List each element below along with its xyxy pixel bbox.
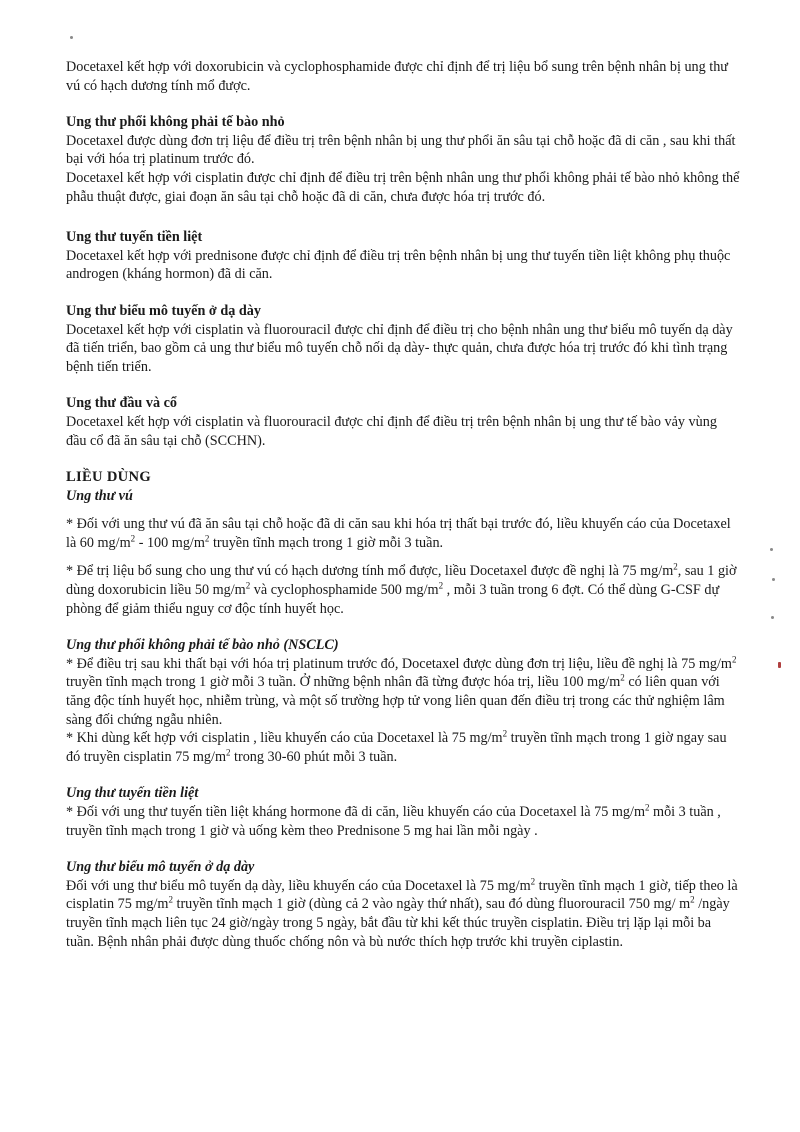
dosage-heading-breast: Ung thư vú xyxy=(66,487,133,504)
dosage-nsclc-bullet-1: * Để điều trị sau khi thất bại với hóa trị platinum trước đó, Docetaxel được dùng đơn trị liệu, liều đề nghị là 75 $mg/m^2$ truyền tĩnh mạch trong 1 giờ mỗi 3 tuần. Ở những bệnh nhân đã từng được hóa trị, liều 100 $mg/m^2$ có liên quan với tăng độc tính huyết học, nhiễm trùng, và một số trường hợp tử vong liên quan đến điều trị trong các thử nghiệm lâm sàng đối chứng ngẫu nhiên. xyxy=(66,654,737,728)
head-neck-paragraph: Docetaxel kết hợp với cisplatin và fluorouracil được chỉ định để điều trị trên bệnh nhân bị ung thư tế bào vảy vùng đầu cổ đã ăn sâu tại chỗ (SCCHN). xyxy=(66,413,717,449)
dosage-prostate-bullet-1: * Đối với ung thư tuyến tiền liệt kháng hormone đã di căn, liều khuyến cáo của Docetaxel là 75 $mg/m^2$ mỗi 3 tuần , truyền tĩnh mạch trong 1 giờ và uống kèm theo Prednisone 5 mg hai lần mỗi ngày . xyxy=(66,802,721,839)
document-page xyxy=(66,58,740,951)
dosage-title: LIỀU DÙNG xyxy=(66,469,152,486)
dosage-breast-bullet-1: * Đối với ung thư vú đã ăn sâu tại chỗ hoặc đã di căn sau khi hóa trị thất bại trước đó, liều khuyến cáo của Docetaxel là 60 $mg/m^2 - 100$ $mg/m^2$ truyền tĩnh mạch trong 1 giờ mỗi 3 tuần. xyxy=(66,516,731,551)
section-heading-prostate: Ung thư tuyến tiền liệt xyxy=(66,229,203,246)
scan-mark xyxy=(778,662,781,668)
dosage-nsclc-bullet-2: * Khi dùng kết hợp với cisplatin , liều khuyến cáo của Docetaxel là 75 $mg/m^2$ truyền tĩnh mạch trong 1 giờ ngay sau đó truyền cisplatin 75 $mg/m^2$ trong 30-60 phút mỗi 3 tuần. xyxy=(66,728,727,765)
nsclc-paragraph-2: Docetaxel kết hợp với cisplatin được chỉ định để điều trị trên bệnh nhân ung thư phổi không phải tế bào nhỏ không thể phẫu thuật được, giai đoạn ăn sâu tại chỗ hoặc đã di căn, chưa được hóa trị trước đó. xyxy=(66,169,740,205)
gastric-paragraph: Docetaxel kết hợp với cisplatin và fluorouracil được chỉ định để điều trị cho bệnh nhân ung thư biểu mô tuyến dạ dày đã tiến triển, bao gồm cả ung thư biểu mô tuyến chỗ nối dạ dày- thực quản, chưa được hóa trị trước đó khi tình trạng bệnh tiến triển. xyxy=(66,321,733,375)
scan-speck xyxy=(770,548,773,551)
dosage-heading-nsclc: Ung thư phổi không phải tế bào nhỏ (NSCLC) xyxy=(66,637,339,654)
dosage-breast-bullet-2: * Để trị liệu bổ sung cho ung thư vú có hạch dương tính mổ được, liều Docetaxel được đề nghị là 75 $mg/m^2$, sau 1 giờ dùng doxorubicin liều 50 $mg/m^2$ và cyclophosphamide 500 $mg/m^2$ , mỗi 3 tuần trong 6 đợt. Có thể dùng G-CSF dự phòng để giảm thiểu nguy cơ độc tính huyết học. xyxy=(66,561,737,617)
prostate-paragraph: Docetaxel kết hợp với prednisone được chỉ định để điều trị trên bệnh nhân bị ung thư tuyến tiền liệt không phụ thuộc androgen (kháng hormon) đã di căn. xyxy=(66,247,731,283)
intro-paragraph: Docetaxel kết hợp với doxorubicin và cyclophosphamide được chỉ định để trị liệu bổ sung trên bệnh nhân bị ung thư vú có hạch dương tính mổ được. xyxy=(66,59,728,94)
section-heading-head-neck: Ung thư đầu và cổ xyxy=(66,395,177,412)
nsclc-paragraph-1: Docetaxel được dùng đơn trị liệu để điều trị trên bệnh nhân bị ung thư phổi ăn sâu tại chỗ hoặc đã di căn , sau khi thất bại với hóa trị platinum trước đó. xyxy=(66,132,736,168)
dosage-gastric-paragraph: Đối với ung thư biểu mô tuyến dạ dày, liều khuyến cáo của Docetaxel là 75 $mg/m^2$ truyền tĩnh mạch 1 giờ, tiếp theo là cisplatin 75 $mg/m^2$ truyền tĩnh mạch 1 giờ (dùng cả 2 vào ngày thứ nhất), sau đó dùng fluorouracil 750 mg/ $m^2$ /ngày truyền tĩnh mạch liên tục 24 giờ/ngày trong 5 ngày, bắt đầu từ khi kết thúc truyền cisplatin. Điều trị lặp lại mỗi ba tuần. Bệnh nhân phải được dùng thuốc chống nôn và bù nước thích hợp trước khi truyền ciplastin. xyxy=(66,876,738,950)
dosage-heading-gastric: Ung thư biểu mô tuyến ở dạ dày xyxy=(66,859,255,876)
section-heading-nsclc: Ung thư phổi không phải tế bào nhỏ xyxy=(66,114,285,131)
scan-speck xyxy=(70,36,73,39)
dosage-heading-prostate: Ung thư tuyến tiền liệt xyxy=(66,785,199,802)
scan-speck xyxy=(771,616,774,619)
section-heading-gastric: Ung thư biểu mô tuyến ở dạ dày xyxy=(66,302,261,319)
scan-speck xyxy=(772,578,775,581)
